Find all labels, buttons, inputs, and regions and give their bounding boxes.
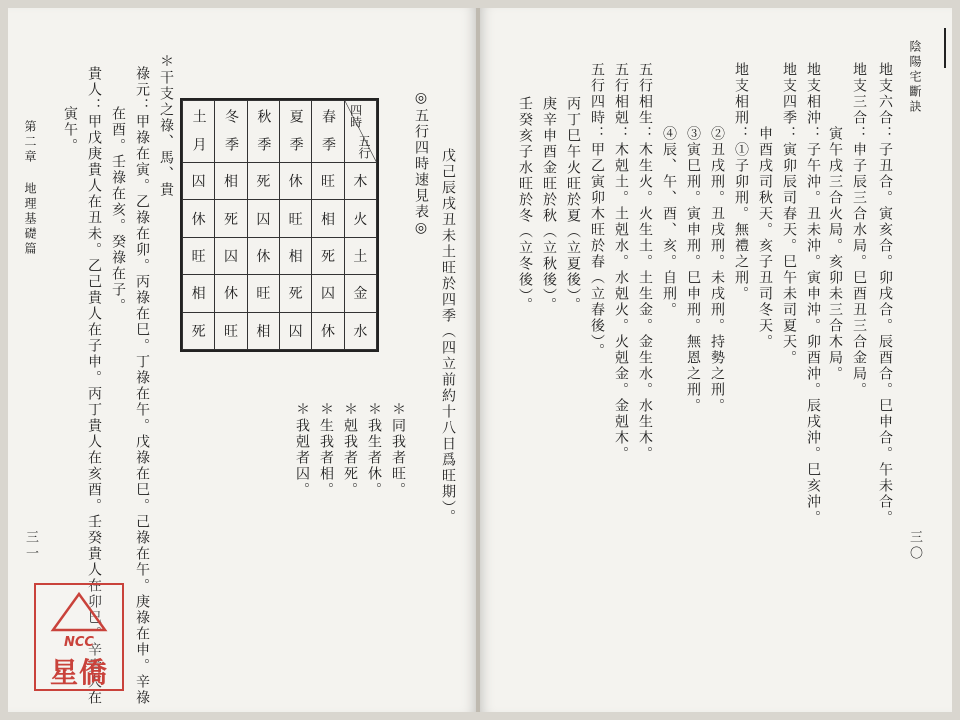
five-elements-table	[180, 98, 379, 352]
corner-header-cell	[344, 101, 376, 163]
text-column: 地支相沖：子午沖。丑未沖。寅申沖。卯酉沖。辰戌沖。巳亥沖。	[805, 62, 821, 526]
legend-line: ＊生我者相。	[318, 402, 334, 498]
state-cell: 相	[279, 237, 311, 274]
stamp-name: 星僑	[49, 656, 108, 689]
season-header-cell: 冬 季	[215, 101, 247, 163]
table-row	[183, 312, 377, 349]
corner-label-seasons: 四時	[348, 104, 363, 128]
page-number: 三一	[23, 530, 38, 562]
state-cell: 死	[183, 312, 215, 349]
table-row	[183, 200, 377, 237]
text-column: 壬癸亥子水旺於冬（立冬後）。	[517, 96, 533, 313]
element-header-cell: 金	[344, 275, 376, 312]
legend-line: ＊同我者旺。	[390, 402, 406, 498]
state-cell: 休	[279, 163, 311, 200]
text-column: ②丑戌刑。丑戌刑。未戌刑。持勢之刑。	[709, 126, 725, 414]
text-column: 祿元：甲祿在寅。乙祿在卯。丙祿在巳。丁祿在午。戊祿在巳。己祿在午。庚祿在申。辛祿	[134, 66, 150, 706]
book-gutter	[476, 8, 480, 712]
text-column: 戊己辰戌丑未土旺於四季（四立前約十八日爲旺期）。	[440, 148, 456, 525]
element-header-cell: 水	[344, 312, 376, 349]
state-cell: 相	[312, 200, 344, 237]
table-row	[183, 237, 377, 274]
text-column: 丙丁巳午火旺於夏（立夏後）。	[565, 96, 581, 313]
state-cell: 死	[247, 163, 279, 200]
text-column: ③寅巳刑。寅申刑。巳申刑。無恩之刑。	[685, 126, 701, 414]
state-cell: 相	[247, 312, 279, 349]
section-heading: ＊干支之祿、馬、貴	[158, 54, 174, 198]
season-header-cell: 秋 季	[247, 101, 279, 163]
text-column: 地支六合：子丑合。寅亥合。卯戌合。辰酉合。巳申合。午未合。	[877, 62, 893, 526]
state-cell: 旺	[247, 275, 279, 312]
table-row	[183, 101, 377, 163]
text-column: 寅午。	[62, 106, 78, 154]
text-column: 寅午戌三合火局。亥卯未三合木局。	[827, 126, 843, 382]
text-column: 申酉戌司秋天。亥子丑司冬天。	[757, 126, 773, 350]
season-header-cell: 夏 季	[279, 101, 311, 163]
legend-line: ＊我生者休。	[366, 402, 382, 498]
state-cell: 相	[183, 275, 215, 312]
state-cell: 旺	[312, 163, 344, 200]
element-header-cell: 火	[344, 200, 376, 237]
page-number: 三〇	[907, 530, 922, 562]
season-header-cell: 春 季	[312, 101, 344, 163]
element-header-cell: 木	[344, 163, 376, 200]
text-column: 地支相刑：①子卯刑。無禮之刑。	[733, 62, 749, 302]
state-cell: 休	[247, 237, 279, 274]
text-column: 地支三合：申子辰三合水局。巳酉丑三合金局。	[851, 62, 867, 398]
text-column: ④辰、午、酉、亥。自刑。	[661, 126, 677, 318]
text-column: 五行相剋：木剋土。土剋水。水剋火。火剋金。金剋木。	[613, 62, 629, 462]
stamp-ncc: NCC	[64, 635, 94, 650]
text-column: 貴人：甲戊庚貴人在丑未。乙己貴人在子申。丙丁貴人在亥酉。壬癸貴人在卯巳。辛貴人在	[86, 66, 102, 706]
table-title: ◎五行四時速見表◎	[413, 90, 429, 238]
table-row	[183, 275, 377, 312]
text-column: 地支四季：寅卯辰司春天。巳午未司夏天。	[781, 62, 797, 366]
state-cell: 死	[312, 237, 344, 274]
state-cell: 死	[279, 275, 311, 312]
state-cell: 囚	[183, 163, 215, 200]
corner-label-elements: 五行	[357, 135, 371, 159]
table-row	[183, 163, 377, 200]
season-header-cell: 土 月	[183, 101, 215, 163]
state-cell: 相	[215, 163, 247, 200]
text-column: 庚辛申酉金旺於秋（立秋後）。	[541, 96, 557, 313]
triangle-logo-icon	[50, 591, 108, 633]
state-cell: 休	[312, 312, 344, 349]
text-column: 在酉。壬祿在亥。癸祿在子。	[110, 106, 126, 314]
legend-line: ＊剋我者死。	[342, 402, 358, 498]
state-cell: 囚	[279, 312, 311, 349]
chapter-header: 第二章 地理基礎篇	[23, 120, 37, 257]
state-cell: 死	[215, 200, 247, 237]
five-elements-grid	[182, 100, 377, 350]
element-header-cell: 土	[344, 237, 376, 274]
running-header: 陰陽宅斷訣	[908, 40, 922, 115]
page-edge-mark	[944, 28, 946, 68]
text-column: 五行四時：甲乙寅卯木旺於春（立春後）。	[589, 62, 605, 359]
state-cell: 休	[215, 275, 247, 312]
state-cell: 休	[183, 200, 215, 237]
legend-line: ＊我剋者囚。	[294, 402, 310, 498]
state-cell: 旺	[215, 312, 247, 349]
state-cell: 旺	[183, 237, 215, 274]
state-cell: 囚	[312, 275, 344, 312]
state-cell: 囚	[215, 237, 247, 274]
state-cell: 囚	[247, 200, 279, 237]
text-column: 五行相生：木生火。火生土。土生金。金生水。水生木。	[637, 62, 653, 462]
publisher-stamp	[34, 583, 124, 691]
state-cell: 旺	[279, 200, 311, 237]
